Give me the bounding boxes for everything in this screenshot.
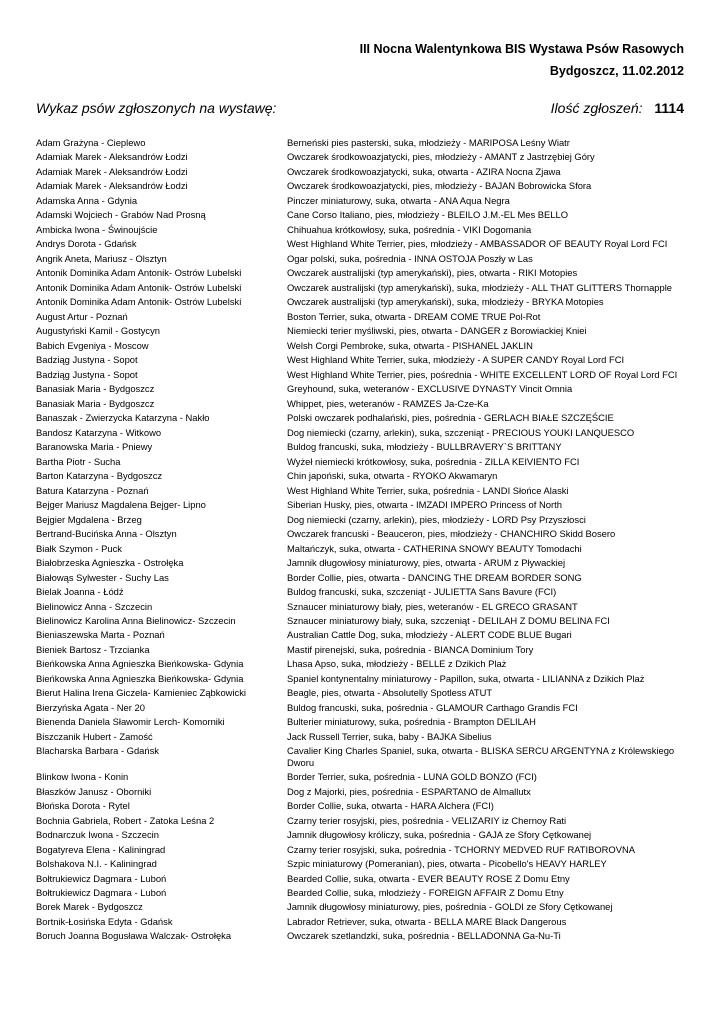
entry-owner: Antonik Dominika Adam Antonik- Ostrów Lubelski — [36, 267, 242, 279]
entry-dog: Australian Cattle Dog, suka, młodzieży - ALERT CODE BLUE Bugari — [287, 629, 572, 641]
entry-owner: Adamiak Marek - Aleksandrów Łodzi — [36, 165, 188, 177]
list-item — [36, 514, 686, 525]
list-item — [36, 470, 686, 481]
entry-owner: Bogatyreva Elena - Kaliningrad — [36, 843, 166, 855]
list-item — [36, 528, 686, 539]
entry-dog: Whippet, pies, weteranów - RAMZES Ja-Cze-Ka — [287, 397, 489, 409]
entry-dog: Owczarek środkowoazjatycki, pies, młodzieży - AMANT z Jastrzębiej Góry — [287, 151, 595, 163]
entry-owner: Bartha Piotr - Sucha — [36, 455, 121, 467]
list-item — [36, 166, 686, 177]
entry-dog: Cavalier King Charles Spaniel, suka, otwarta - BLISKA SERCU ARGENTYNA z Królewskiego Dworu — [287, 745, 675, 768]
list-item — [36, 253, 686, 264]
entry-dog: Sznaucer miniaturowy biały, pies, weteranów - EL GRECO GRASANT — [287, 600, 578, 612]
entry-dog: Greyhound, suka, weteranów - EXCLUSIVE DYNASTY Vincit Omnia — [287, 383, 573, 395]
list-item — [36, 151, 686, 162]
entry-dog: Boston Terrier, suka, otwarta - DREAM COME TRUE Pol-Rot — [287, 310, 541, 322]
entries-list — [36, 137, 686, 945]
entry-dog: Jack Russell Terrier, suka, baby - BAJKA Sibelius — [287, 730, 492, 742]
list-item — [36, 398, 686, 409]
entry-owner: Badziąg Justyna - Sopot — [36, 368, 138, 380]
entry-dog: Jamnik długowłosy miniaturowy, pies, otwarta - ARUM z Pływackiej — [287, 557, 566, 569]
entry-owner: Bienenda Daniela Sławomir Lerch- Komorniki — [36, 716, 225, 728]
list-item — [36, 296, 686, 307]
entry-dog: Border Terrier, suka, pośrednia - LUNA GOLD BONZO (FCI) — [287, 771, 537, 783]
entry-dog: Siberian Husky, pies, otwarta - IMZADI IMPERO Princess of North — [287, 499, 562, 511]
entry-dog: Border Collie, suka, otwarta - HARA Alchera (FCI) — [287, 800, 494, 812]
list-item — [36, 282, 686, 293]
list-item — [36, 786, 686, 797]
list-item — [36, 209, 686, 220]
entry-dog: Cane Corso Italiano, pies, młodzieży - BLEILO J.M.-EL Mes BELLO — [287, 209, 569, 221]
entry-owner: August Artur - Poznań — [36, 310, 128, 322]
list-item — [36, 557, 686, 568]
entry-dog: Dog z Majorki, pies, pośrednia - ESPARTANO de Almallutx — [287, 785, 531, 797]
entry-owner: Bejger Mariusz Magdalena Bejger- Lipno — [36, 499, 206, 511]
entry-dog: Czarny terier rosyjski, pies, pośrednia - VELIZARIY iz Chernoy Rati — [287, 814, 567, 826]
entry-owner: Bejgier Mgdalena - Brzeg — [36, 513, 142, 525]
entry-dog: Labrador Retriever, suka, otwarta - BELLA MARE Black Dangerous — [287, 915, 567, 927]
entry-dog: Welsh Corgi Pembroke, suka, otwarta - PISHANEL JAKLIN — [287, 339, 533, 351]
entry-owner: Bieniaszewska Marta - Poznań — [36, 629, 165, 641]
entry-dog: Czarny terier rosyjski, suka, pośrednia - TCHORNY MEDVED RUF RATIBOROVNA — [287, 843, 635, 855]
list-item — [36, 311, 686, 322]
entry-owner: Białobrzeska Agnieszka - Ostrołęka — [36, 557, 184, 569]
list-item — [36, 180, 686, 191]
entry-dog: Pinczer miniaturowy, suka, otwarta - ANA Aqua Negra — [287, 194, 510, 206]
entry-owner: Ambicka Iwona - Świnoujście — [36, 223, 158, 235]
list-heading: Wykaz psów zgłoszonych na wystawę: — [36, 100, 277, 116]
entry-owner: Bieńkowska Anna Agnieszka Bieńkowska- Gdynia — [36, 672, 244, 684]
entry-dog: Owczarek środkowoazjatycki, pies, młodzieży - BAJAN Bobrowicka Sfora — [287, 180, 592, 192]
entry-owner: Antonik Dominika Adam Antonik- Ostrów Lubelski — [36, 281, 242, 293]
entry-owner: Adamiak Marek - Aleksandrów Łodzi — [36, 151, 188, 163]
list-item — [36, 354, 686, 365]
entry-owner: Boruch Joanna Bogusława Walczak- Ostrołęka — [36, 930, 232, 942]
list-item — [36, 829, 686, 840]
entry-dog: Dog niemiecki (czarny, arlekin), pies, młodzieży - LORD Psy Przyszłosci — [287, 513, 586, 525]
entry-dog: Owczarek australijski (typ amerykański), suka, młodzieży - BRYKA Motopies — [287, 296, 604, 308]
entry-owner: Bołtrukiewicz Dagmara - Luboń — [36, 872, 167, 884]
entry-dog: Maltańczyk, suka, otwarta - CATHERINA SNOWY BEAUTY Tomodachi — [287, 542, 582, 554]
entry-owner: Borek Marek - Bydgoszcz — [36, 901, 143, 913]
entry-dog: West Highland White Terrier, pies, pośrednia - WHITE EXCELLENT LORD OF Royal Lord FCI — [287, 368, 678, 380]
entry-owner: Bielinowicz Karolina Anna Bielinowicz- Szczecin — [36, 614, 236, 626]
entry-dog: Spaniel kontynentalny miniaturowy - Papillon, suka, otwarta - LILIANNA z Dzikich Plaż — [287, 672, 645, 684]
entry-count-value: 1114 — [654, 100, 684, 116]
list-item — [36, 873, 686, 884]
list-item — [36, 369, 686, 380]
entry-owner: Bierut Halina Irena Giczela- Kamieniec Ząbkowicki — [36, 687, 246, 699]
list-item — [36, 887, 686, 898]
entry-owner: Białk Szymon - Puck — [36, 542, 122, 554]
entry-owner: Bieńkowska Anna Agnieszka Bieńkowska- Gdynia — [36, 658, 244, 670]
entry-count-label: Ilość zgłoszeń: — [550, 100, 643, 116]
entry-dog: Sznaucer miniaturowy biały, suka, szczeniąt - DELILAH Z DOMU BELINA FCI — [287, 614, 610, 626]
entry-dog: Polski owczarek podhalański, pies, pośrednia - GERLACH BIAŁE SZCZĘŚCIE — [287, 412, 614, 424]
list-item — [36, 673, 686, 684]
entry-owner: Bertrand-Bucińska Anna - Olsztyn — [36, 528, 177, 540]
list-item — [36, 658, 686, 669]
entry-dog: Wyżeł niemiecki krótkowłosy, suka, pośrednia - ZILLA KEIVIENTO FCI — [287, 455, 580, 467]
entry-owner: Angrik Aneta, Mariusz - Olsztyn — [36, 252, 167, 264]
list-item — [36, 499, 686, 510]
entry-count — [551, 100, 684, 116]
entry-dog: Berneński pies pasterski, suka, młodzieży - MARIPOSA Leśny Wiatr — [287, 137, 570, 148]
entry-dog: Bearded Collie, suka, otwarta - EVER BEAUTY ROSE Z Domu Etny — [287, 872, 570, 884]
entry-owner: Antonik Dominika Adam Antonik- Ostrów Lubelski — [36, 296, 242, 308]
list-item — [36, 572, 686, 583]
list-item — [36, 586, 686, 597]
entry-dog: West Highland White Terrier, pies, młodzieży - AMBASSADOR OF BEAUTY Royal Lord FCI — [287, 238, 668, 250]
entry-owner: Bołtrukiewicz Dagmara - Luboń — [36, 887, 167, 898]
entry-owner: Banasiak Maria - Bydgoszcz — [36, 397, 155, 409]
list-item — [36, 427, 686, 438]
entry-owner: Batura Katarzyna - Poznań — [36, 484, 149, 496]
list-item — [36, 137, 686, 148]
entry-owner: Banasiak Maria - Bydgoszcz — [36, 383, 155, 395]
entry-owner: Blinkow Iwona - Konin — [36, 771, 129, 783]
list-item — [36, 224, 686, 235]
entry-dog: Bearded Collie, suka, młodzieży - FOREIGN AFFAIR Z Domu Etny — [287, 887, 564, 898]
list-item — [36, 325, 686, 336]
list-item — [36, 543, 686, 554]
list-item — [36, 916, 686, 927]
entry-owner: Baranowska Maria - Pniewy — [36, 441, 153, 453]
list-item — [36, 716, 686, 727]
entry-owner: Białowąs Sylwester - Suchy Las — [36, 571, 169, 583]
list-item — [36, 731, 686, 742]
entry-dog: Border Collie, pies, otwarta - DANCING THE DREAM BORDER SONG — [287, 571, 582, 583]
entry-owner: Błońska Dorota - Rytel — [36, 800, 130, 812]
entry-dog: Niemiecki terier myśliwski, pies, otwarta - DANGER z Borowiackiej Kniei — [287, 325, 587, 337]
list-item — [36, 745, 686, 768]
entry-owner: Babich Evgeniya - Moscow — [36, 339, 149, 351]
entry-owner: Bochnia Gabriela, Robert - Zatoka Leśna 2 — [36, 814, 215, 826]
entry-owner: Augustyński Kamil - Gostycyn — [36, 325, 160, 337]
entry-owner: Bortnik-Łosińska Edyta - Gdańsk — [36, 915, 173, 927]
entry-dog: Chihuahua krótkowłosy, suka, pośrednia - VIKI Dogomania — [287, 223, 532, 235]
entry-dog: Chin japoński, suka, otwarta - RYOKO Akwamaryn — [287, 470, 498, 482]
list-item — [36, 485, 686, 496]
entry-dog: Mastif pirenejski, suka, pośrednia - BIANCA Dominium Tory — [287, 643, 534, 655]
entry-dog: Jamnik długowłosy króliczy, suka, pośrednia - GAJA ze Sfory Cętkowanej — [287, 829, 592, 841]
entry-owner: Adamski Wojciech - Grabów Nad Prosną — [36, 209, 206, 221]
entry-owner: Banaszak - Zwierzycka Katarzyna - Nakło — [36, 412, 210, 424]
entry-dog: Jamnik długowłosy miniaturowy, pies, pośrednia - GOLDI ze Sfory Cętkowanej — [287, 901, 613, 913]
list-item — [36, 412, 686, 423]
entry-owner: Biszczanik Hubert - Zamość — [36, 730, 153, 742]
entry-dog: Bulterier miniaturowy, suka, pośrednia - Brampton DELILAH — [287, 716, 536, 728]
entry-dog: Owczarek australijski (typ amerykański), suka, młodzieży - ALL THAT GLITTERS Thornapple — [287, 281, 673, 293]
entry-owner: Błaszków Janusz - Oborniki — [36, 785, 152, 797]
entry-dog: Lhasa Apso, suka, młodzieży - BELLE z Dzikich Plaż — [287, 658, 507, 670]
entry-owner: Blacharska Barbara - Gdańsk — [36, 745, 159, 757]
entry-dog: Szpic miniaturowy (Pomeranian), pies, otwarta - Picobello's HEAVY HARLEY — [287, 858, 607, 870]
entry-owner: Bieniek Bartosz - Trzcianka — [36, 643, 150, 655]
entry-owner: Badziąg Justyna - Sopot — [36, 354, 138, 366]
entry-dog: Buldog francuski, suka, szczeniąt - JULIETTA Sans Bavure (FCI) — [287, 586, 557, 598]
entry-owner: Adam Grażyna - Cieplewo — [36, 137, 146, 148]
entry-dog: Owczarek środkowoazjatycki, suka, otwarta - AZIRA Nocna Zjawa — [287, 165, 561, 177]
list-item — [36, 601, 686, 612]
list-item — [36, 901, 686, 912]
entry-dog: Ogar polski, suka, pośrednia - INNA OSTOJA Poszły w Las — [287, 252, 533, 264]
list-item — [36, 441, 686, 452]
entry-owner: Adamiak Marek - Aleksandrów Łodzi — [36, 180, 188, 192]
entry-owner: Adamska Anna - Gdynia — [36, 194, 138, 206]
entry-owner: Barton Katarzyna - Bydgoszcz — [36, 470, 163, 482]
document-place-date: Bydgoszcz, 11.02.2012 — [549, 64, 684, 78]
list-item — [36, 644, 686, 655]
list-item — [36, 771, 686, 782]
entry-owner: Bierzyńska Agata - Ner 20 — [36, 701, 145, 713]
entry-dog: Dog niemiecki (czarny, arlekin), suka, szczeniąt - PRECIOUS YOUKI LANQUESCO — [287, 426, 635, 438]
entry-dog: West Highland White Terrier, suka, młodzieży - A SUPER CANDY Royal Lord FCI — [287, 354, 625, 366]
list-item — [36, 629, 686, 640]
entry-owner: Andrys Dorota - Gdańsk — [36, 238, 137, 250]
entry-owner: Bandosz Katarzyna - Witkowo — [36, 426, 162, 438]
entry-owner: Bolshakova N.I. - Kaliningrad — [36, 858, 157, 870]
list-item — [36, 195, 686, 206]
entry-dog: Beagle, pies, otwarta - Absolutelly Spotless ATUT — [287, 687, 493, 699]
list-item — [36, 687, 686, 698]
list-item — [36, 844, 686, 855]
entry-dog: Owczarek francuski - Beauceron, pies, młodzieży - CHANCHIRO Skidd Bosero — [287, 528, 616, 540]
list-item — [36, 238, 686, 249]
entry-owner: Bielak Joanna - Łódź — [36, 586, 124, 598]
list-item — [36, 340, 686, 351]
entry-owner: Bodnarczuk Iwona - Szczecin — [36, 829, 159, 841]
list-item — [36, 800, 686, 811]
entry-dog: Buldog francuski, suka, młodzieży - BULLBRAVERY`S BRITTANY — [287, 441, 562, 453]
entry-dog: Owczarek szetlandzki, suka, pośrednia - BELLADONNA Ga-Nu-Ti — [287, 930, 561, 942]
document-title: III Nocna Walentynkowa BIS Wystawa Psów Rasowych — [359, 42, 684, 56]
entry-dog: West Highland White Terrier, suka, pośrednia - LANDI Słońce Alaski — [287, 484, 569, 496]
list-item — [36, 615, 686, 626]
list-item — [36, 815, 686, 826]
entry-owner: Bielinowicz Anna - Szczecin — [36, 600, 153, 612]
list-item — [36, 456, 686, 467]
list-item — [36, 930, 686, 941]
entry-dog: Owczarek australijski (typ amerykański), pies, otwarta - RIKI Motopies — [287, 267, 578, 279]
list-item — [36, 383, 686, 394]
list-item — [36, 858, 686, 869]
entry-dog: Buldog francuski, suka, pośrednia - GLAMOUR Carthago Grandis FCI — [287, 701, 578, 713]
list-item — [36, 267, 686, 278]
list-item — [36, 702, 686, 713]
